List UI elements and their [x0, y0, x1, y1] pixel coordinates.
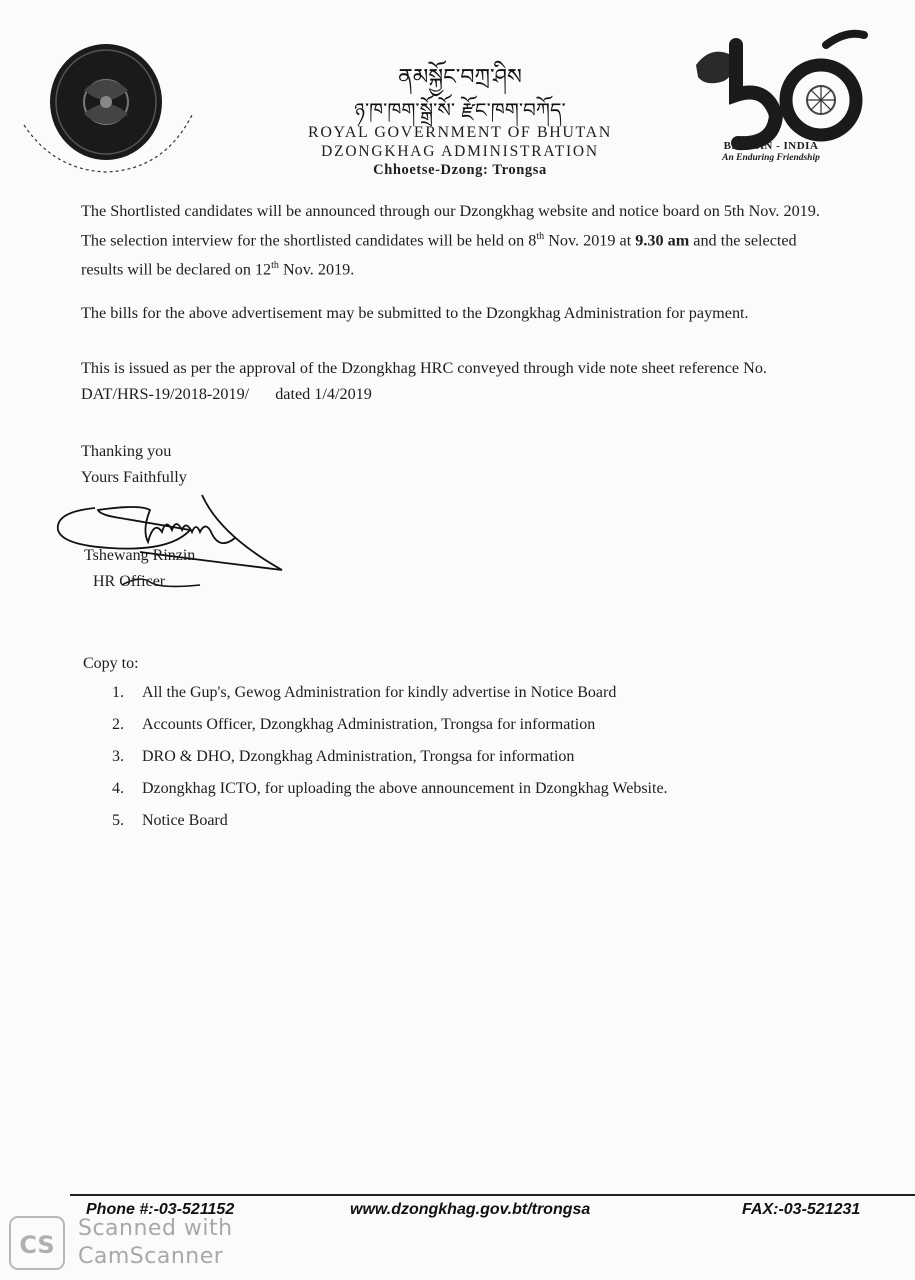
list-item: 1. All the Gup's, Gewog Administration for kindly advertise in Notice Board [112, 684, 617, 701]
dzongkha-header-line-2: ཉ་ཁ་ཁག་སྒྲོ་སོ་ རྫོང་ཁག་བཀོད་ [354, 98, 566, 122]
svg-text:CS: CS [19, 1231, 55, 1259]
logo-caption-2: An Enduring Friendship [722, 153, 820, 163]
list-item: 5. Notice Board [112, 812, 228, 829]
handwritten-signature [50, 490, 290, 600]
signatory-name: Tshewang Rinzin [84, 547, 196, 564]
camscanner-logo-icon [8, 1215, 66, 1271]
logo-caption-1: BHUTAN - INDIA [723, 140, 819, 152]
camscanner-watermark: Scanned with CamScanner [78, 1216, 233, 1269]
copy-to-list [112, 680, 668, 840]
closing-sign-off: Yours Faithfully [81, 468, 187, 486]
footer-divider [70, 1194, 915, 1196]
bhutan-india-50-logo [676, 25, 868, 170]
paragraph-approval: This is issued as per the approval of the Dzongkhag HRC conveyed through vide note sheet reference No. DAT/HRS-19/2018-2019/ dated 1/4/2019 [81, 359, 767, 403]
list-item: 2. Accounts Officer, Dzongkhag Administration, Trongsa for information [112, 716, 596, 733]
header-administration: DZONGKHAG ADMINISTRATION [321, 143, 599, 160]
header-government-name: ROYAL GOVERNMENT OF BHUTAN [308, 124, 612, 141]
copy-to-heading: Copy to: [83, 655, 139, 672]
dzongkha-header-line-1: ནམསྐྱོང་བཀྲ་ཤིས [398, 65, 522, 90]
paragraph-bills: The bills for the above advertisement may be submitted to the Dzongkhag Administration for payment. [81, 304, 749, 322]
closing-block [81, 438, 187, 490]
paragraph-shortlist-announcement: The Shortlisted candidates will be announced through our Dzongkhag website and notice board on 5th Nov. 2019. The selection interview for the shortlisted candidates will be held on 8th Nov. 2019 at 9.30 am and the selected results will be declared on 12th Nov. 2019. [81, 202, 820, 279]
footer-website: www.dzongkhag.gov.bt/trongsa [350, 1201, 591, 1218]
header-location: Chhoetse-Dzong: Trongsa [373, 162, 547, 178]
royal-emblem-seal [14, 30, 199, 175]
footer-fax: FAX:-03-521231 [742, 1201, 861, 1218]
list-item: 4. Dzongkhag ICTO, for uploading the above announcement in Dzongkhag Website. [112, 780, 668, 797]
closing-thanks: Thanking you [81, 442, 172, 460]
footer-phone: Phone #:-03-521152 [86, 1201, 235, 1218]
list-item: 3. DRO & DHO, Dzongkhag Administration, Trongsa for information [112, 748, 575, 765]
signatory-title: HR Officer [93, 573, 166, 590]
